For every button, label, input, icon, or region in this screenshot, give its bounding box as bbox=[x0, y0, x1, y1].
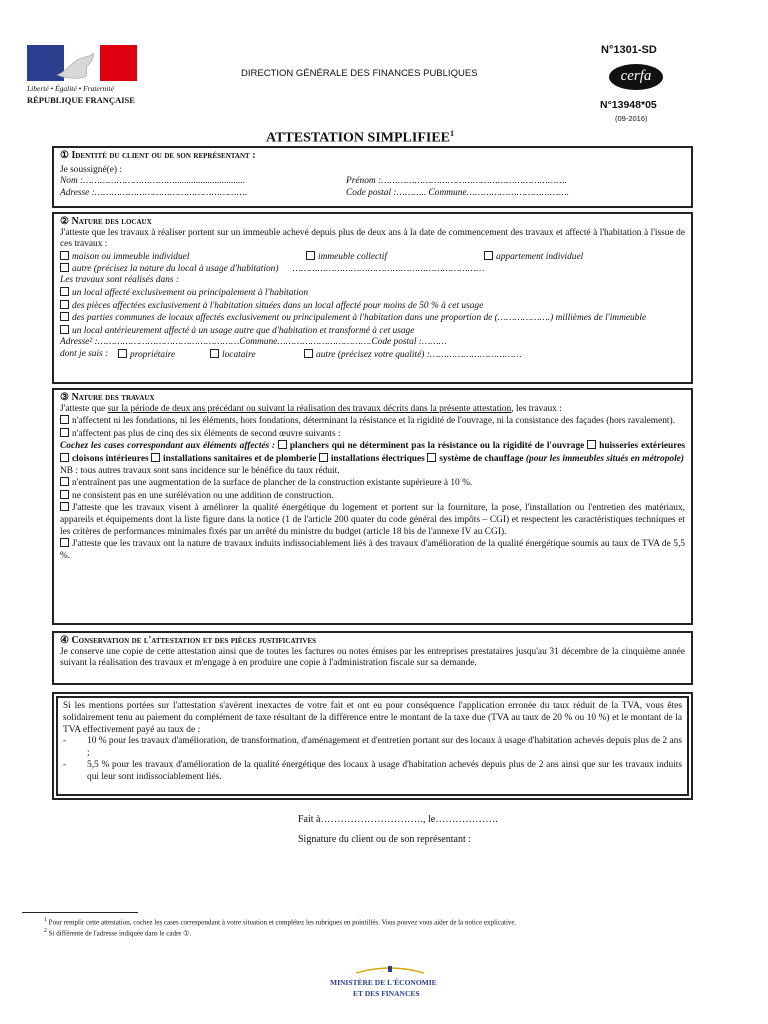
footnote-1: $^1$ Pour remplir cette attestation, cochez les cases correspondant à votre situation et complétez les rubriques en pointillés. Vous pouvez vous aider de la notice explicative. bbox=[44, 917, 517, 927]
checkbox-local-transforme[interactable] bbox=[60, 325, 69, 334]
cerfa-logo-text: cerfa bbox=[620, 68, 652, 84]
warning-bullet-1: 10 % pour les travaux d'amélioration, de transformation, d'aménagement et d'entretien portant sur des locaux à usage d'habitation achevés depuis plus de 2 ans ; bbox=[87, 736, 682, 759]
section-2-title: ② Nature des locaux bbox=[60, 216, 152, 227]
proprietaire-label: propriétaire bbox=[130, 349, 176, 360]
directorate: DIRECTION GÉNÉRALE DES FINANCES PUBLIQUES bbox=[241, 68, 478, 79]
checkbox-parties-communes[interactable] bbox=[60, 312, 69, 321]
checkbox-planchers[interactable] bbox=[278, 440, 287, 449]
marianne-logo bbox=[27, 45, 137, 81]
second-oeuvre-label: n'affectent pas plus de cinq des six éléments de second œuvre suivants : bbox=[72, 428, 341, 439]
checkbox-surface[interactable] bbox=[60, 477, 69, 486]
appartement-label: appartement individuel bbox=[496, 251, 584, 262]
ministry-name-1: MINISTÈRE DE L'ÉCONOMIE bbox=[330, 978, 437, 987]
ministry-emblem bbox=[354, 962, 426, 972]
local-habitation-label: un local affecté exclusivement ou principalement à l'habitation bbox=[72, 287, 309, 298]
checkbox-local-habitation[interactable] bbox=[60, 287, 69, 296]
checkbox-autre-local[interactable] bbox=[60, 263, 69, 272]
checkbox-proprietaire[interactable] bbox=[118, 349, 127, 358]
cloisons-label: cloisons intérieures bbox=[72, 453, 149, 464]
checkbox-appartement[interactable] bbox=[484, 251, 493, 260]
title-footnote-mark: 1 bbox=[450, 129, 454, 138]
local-transforme-label: un local antérieurement affecté à un usage autre que d'habitation et transformé à cet usage bbox=[72, 325, 415, 336]
adresse-field[interactable]: Adresse :………………………………………………. bbox=[60, 188, 248, 199]
page-title-text: ATTESTATION SIMPLIFIEE bbox=[266, 130, 450, 146]
warning-text: Si les mentions portées sur l'attestation s'avèrent inexactes de votre fait et ont eu pour conséquence l'application erronée du taux réduit de la TVA, vous êtes solidairement tenu au paiement du complément de taxe résultant de la différence entre le montant de la taxe due (TVA au taux de 20 % ou 10 %) et le montant de la TVA effectivement payé au taux de : bbox=[63, 701, 682, 735]
autre-local-field[interactable]: …………………………………………………………… bbox=[292, 263, 485, 274]
travaux-dans-label: Les travaux sont réalisés dans : bbox=[60, 275, 180, 286]
section-nature-travaux bbox=[52, 388, 693, 625]
section-3-title: ③ Nature des travaux bbox=[60, 392, 155, 403]
section-nature-locaux bbox=[52, 212, 693, 384]
section-conservation bbox=[52, 631, 693, 685]
maison-label: maison ou immeuble individuel bbox=[72, 251, 190, 262]
pieces-label: des pièces affectées exclusivement à l'habitation situées dans un local affecté pour moins de 50 % à cet usage bbox=[72, 300, 484, 311]
page-title bbox=[266, 129, 454, 147]
prenom-field[interactable]: Prénom :…………………………………………………………. bbox=[346, 176, 567, 187]
checkbox-pieces[interactable] bbox=[60, 300, 69, 309]
checkbox-surelevation[interactable] bbox=[60, 490, 69, 499]
section-3-intro-a: J'atteste que bbox=[60, 403, 108, 414]
chauffage-note: (pour les immeubles situés en métropole) bbox=[525, 453, 684, 464]
nom-field[interactable]: Nom :…………………………….............................. bbox=[60, 176, 246, 187]
footnote-1-text: Pour remplir cette attestation, cochez les cases correspondant à votre situation et complétez les rubriques en pointillés. Vous pouvez vous aider de la notice explicative. bbox=[48, 918, 517, 927]
footnote-2-text: Si différente de l'adresse indiquée dans le cadre ①. bbox=[48, 929, 192, 938]
qualite-energetique-label: J'atteste que les travaux visent à améliorer la qualité énergétique du logement et portent sur la fourniture, la pose, l'installation ou l'entretien des matériaux, appareils et équipements dont la liste figure dans la notice (1 de l'article 200 quater du code général des impôts – CGI) et respectent les caractéristiques techniques et les critères de performances minimales fixés par un arrêté du ministre du budget (article 18 bis de l'annexe IV au CGI). bbox=[60, 503, 685, 537]
adresse-travaux-field[interactable]: Adresse² :……………………………………………Commune…………………………….Code postal :……… bbox=[60, 337, 447, 348]
section-2-intro: J'atteste que les travaux à réaliser portent sur un immeuble achevé depuis plus de deux ans à la date de commencement des travaux et affecté à l'habitation à l'issue de ces travaux : bbox=[60, 227, 685, 250]
checkbox-locataire[interactable] bbox=[210, 349, 219, 358]
fondations-label: n'affectent ni les fondations, ni les éléments, hors fondations, déterminant la résistance et la rigidité de l'ouvrage, ni la consistance des façades (hors ravalement). bbox=[72, 416, 675, 427]
warning-box: Si les mentions portées sur l'attestation s'avèrent inexactes de votre fait et ont eu pour conséquence l'application erronée du taux réduit de la TVA, vous êtes solidairement tenu au paiement du complément de taxe résultant de la différence entre le montant de la taxe due (TVA au taux de 20 % ou 10 %) et le montant de la TVA effectivement payé au taux de : - 10 % pour les travaux d'amélioration, de transformation, d'aménagement et d'entretien portant sur des locaux à usage d'habitation achevés depuis plus de 2 ans ; - 5,5 % pour les travaux d'amélioration de la qualité énergétique des locaux à usage d'habitation achevés depuis plus de 2 ans ainsi que sur les travaux induits qui leur sont indissociablement liés. bbox=[56, 696, 689, 796]
section-3-intro-b: , les travaux : bbox=[511, 403, 562, 414]
form-number: N°1301-SD bbox=[601, 44, 657, 56]
surface-label: n'entraînent pas une augmentation de la surface de plancher de la construction existante supérieure à 10 %. bbox=[72, 478, 473, 489]
checkbox-cloisons[interactable] bbox=[60, 453, 69, 462]
checkbox-maison[interactable] bbox=[60, 251, 69, 260]
cerfa-logo bbox=[609, 64, 663, 90]
immeuble-collectif-label: immeuble collectif bbox=[318, 251, 387, 262]
republic-name: RÉPUBLIQUE FRANÇAISE bbox=[27, 95, 135, 105]
footnote-divider bbox=[22, 912, 138, 913]
section-3-intro bbox=[60, 404, 685, 416]
section-3-intro-underlined: sur la période de deux ans précédant ou suivant la réalisation des travaux décrits dans la présente attestation bbox=[107, 403, 512, 414]
locataire-label: locataire bbox=[222, 349, 256, 360]
checkbox-chauffage[interactable] bbox=[427, 453, 436, 462]
travaux-induits-label: J'atteste que les travaux ont la nature de travaux induits indissociablement liés à des travaux d'amélioration de la qualité énergétique soumis au taux de TVA de 5,5 %. bbox=[60, 539, 685, 561]
section-1-title: ① Identité du client ou de son représentant : bbox=[60, 150, 256, 161]
checkbox-immeuble-collectif[interactable] bbox=[306, 251, 315, 260]
autre-local-label: autre (précisez la nature du local à usage d'habitation) bbox=[72, 263, 279, 274]
checkbox-qualite-energetique[interactable] bbox=[60, 502, 69, 511]
ministry-name-2: ET DES FINANCES bbox=[353, 989, 420, 998]
chauffage-label: système de chauffage bbox=[439, 453, 524, 464]
huisseries-label: huisseries extérieures bbox=[599, 441, 686, 452]
section-4-title: ④ Conservation de l'attestation et des pièces justificatives bbox=[60, 635, 317, 646]
section-4-text: Je conserve une copie de cette attestation ainsi que de toutes les factures ou notes émises par les entreprises prestataires jusqu'au 31 décembre de la cinquième année suivant la réalisation des travaux et m'engage à en produire une copie à l'administration fiscale sur sa demande. bbox=[60, 646, 685, 669]
code-postal-commune-field[interactable]: Code postal :……….. Commune………………………………. bbox=[346, 188, 569, 199]
surelevation-label: ne consistent pas en une surélévation ou une addition de construction. bbox=[72, 490, 334, 501]
warning-box-outer bbox=[52, 692, 693, 800]
soussigne-label: Je soussigné(e) : bbox=[60, 164, 122, 175]
parties-communes-label[interactable]: des parties communes de locaux affectés exclusivement ou principalement à l'habitation dans une proportion de (……………….) millièmes de l'immeuble bbox=[72, 313, 647, 324]
signature-label: Signature du client ou de son représentant : bbox=[298, 834, 472, 845]
checkbox-second-oeuvre[interactable] bbox=[60, 428, 69, 437]
sanitaires-label: installations sanitaires et de plomberie bbox=[163, 453, 317, 464]
checkbox-huisseries[interactable] bbox=[587, 440, 596, 449]
edition: (09-2016) bbox=[615, 114, 648, 123]
dont-je-suis-label: dont je suis : bbox=[60, 348, 109, 359]
planchers-label: planchers qui ne déterminent pas la résistance ou la rigidité de l'ouvrage bbox=[289, 441, 585, 452]
autre-qualite-field[interactable]: autre (précisez votre qualité) :…………………………… bbox=[316, 349, 522, 360]
checkbox-sanitaires[interactable] bbox=[151, 453, 160, 462]
checkbox-electriques[interactable] bbox=[319, 453, 328, 462]
checkbox-fondations[interactable] bbox=[60, 415, 69, 424]
warning-bullet-2: 5,5 % pour les travaux d'amélioration de la qualité énergétique des locaux à usage d'habitation achevés depuis plus de 2 ans ainsi que sur les travaux induits qui leur sont indissociablement liés. bbox=[87, 759, 682, 782]
cochez-label: Cochez les cases correspondant aux éléments affectés : bbox=[60, 441, 276, 452]
cerfa-number: N°13948*05 bbox=[600, 99, 657, 111]
checkbox-travaux-induits[interactable] bbox=[60, 538, 69, 547]
marianne-motto: Liberté • Égalité • Fraternité bbox=[27, 84, 114, 93]
nb-note: NB : tous autres travaux sont sans incidence sur le bénéfice du taux réduit. bbox=[60, 465, 340, 476]
footnote-2: $^2$ Si différente de l'adresse indiquée dans le cadre ①. bbox=[44, 928, 192, 938]
section-identite bbox=[52, 146, 693, 208]
checkbox-autre-qualite[interactable] bbox=[304, 349, 313, 358]
electriques-label: installations électriques bbox=[330, 453, 425, 464]
fait-a-field[interactable]: Fait à…………………………., le………………. bbox=[298, 814, 498, 825]
